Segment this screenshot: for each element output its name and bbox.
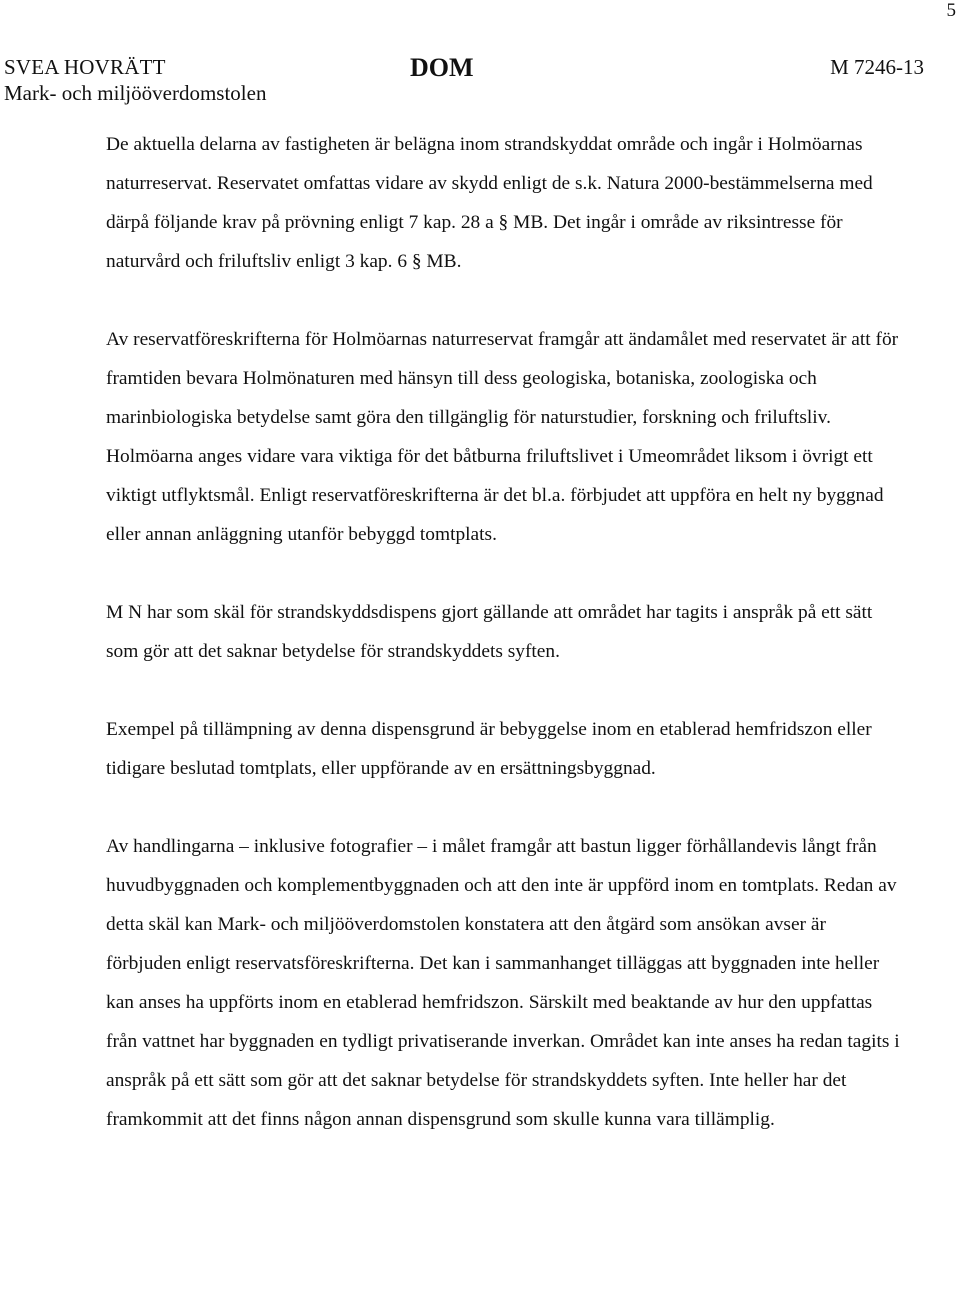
- paragraph-reserve-regulations: Av reservatföreskrifterna för Holmöarnas naturreservat framgår att ändamålet med reservatet är att för framtiden bevara Holmönaturen med hänsyn till dess geologiska, botaniska, zoologiska och marinbiologiska betydelse samt göra den tillgänglig för naturstudier, forskning och friluftsliv. Holmöarna anges vidare vara viktiga för det båtburna friluftslivet i Umeområdet liksom i övrigt ett viktigt utflyktsmål. Enligt reservatföreskrifterna är det bl.a. förbjudet att uppföra en helt ny byggnad eller annan anläggning utanför bebyggd tomtplats.: [106, 329, 899, 545]
- document-body: [106, 125, 906, 1139]
- case-number: M 7246-13: [830, 55, 924, 79]
- court-name: SVEA HOVRÄTT: [4, 55, 166, 79]
- paragraph-court-assessment: Av handlingarna – inklusive fotografier – i målet framgår att bastun ligger förhållandevis långt från huvudbyggnaden och komplementbyggnaden och att den inte är uppförd inom en tomtplats. Redan av detta skäl kan Mark- och miljööverdomstolen konstatera att den åtgärd som ansökan avser är förbjuden enligt reservatsföreskrifterna. Det kan i sammanhanget tilläggas att byggnaden inte heller kan anses ha uppförts inom en etablerad hemfridszon. Särskilt med beaktande av hur den uppfattas från vattnet har byggnaden en tydligt privatiserande inverkan. Området kan inte anses ha redan tagits i anspråk på ett sätt som gör att det saknar betydelse för strandskyddets syften. Inte heller har det framkommit att det finns någon annan dispensgrund som skulle kunna vara tillämplig.: [106, 836, 900, 1130]
- document-header: [4, 54, 924, 106]
- paragraph-protected-area: De aktuella delarna av fastigheten är belägna inom strandskyddat område och ingår i Holmöarnas naturreservat. Reservatet omfattas vidare av skydd enligt de s.k. Natura 2000-bestämmelserna med därpå följande krav på prövning enligt 7 kap. 28 a § MB. Det ingår i område av riksintresse för naturvård och friluftsliv enligt 3 kap. 6 § MB.: [106, 134, 873, 272]
- court-division: Mark- och miljööverdomstolen: [4, 81, 267, 105]
- paragraph-dispensation-claim: M N har som skäl för strandskyddsdispens gjort gällande att området har tagits i anspråk på ett sätt som gör att det saknar betydelse för strandskyddets syften.: [106, 602, 873, 662]
- document-type: DOM: [410, 53, 474, 82]
- paragraph-dispensation-example: Exempel på tillämpning av denna dispensgrund är bebyggelse inom en etablerad hemfridszon eller tidigare beslutad tomtplats, eller uppförande av en ersättningsbyggnad.: [106, 719, 872, 779]
- page-number: 5: [946, 0, 956, 21]
